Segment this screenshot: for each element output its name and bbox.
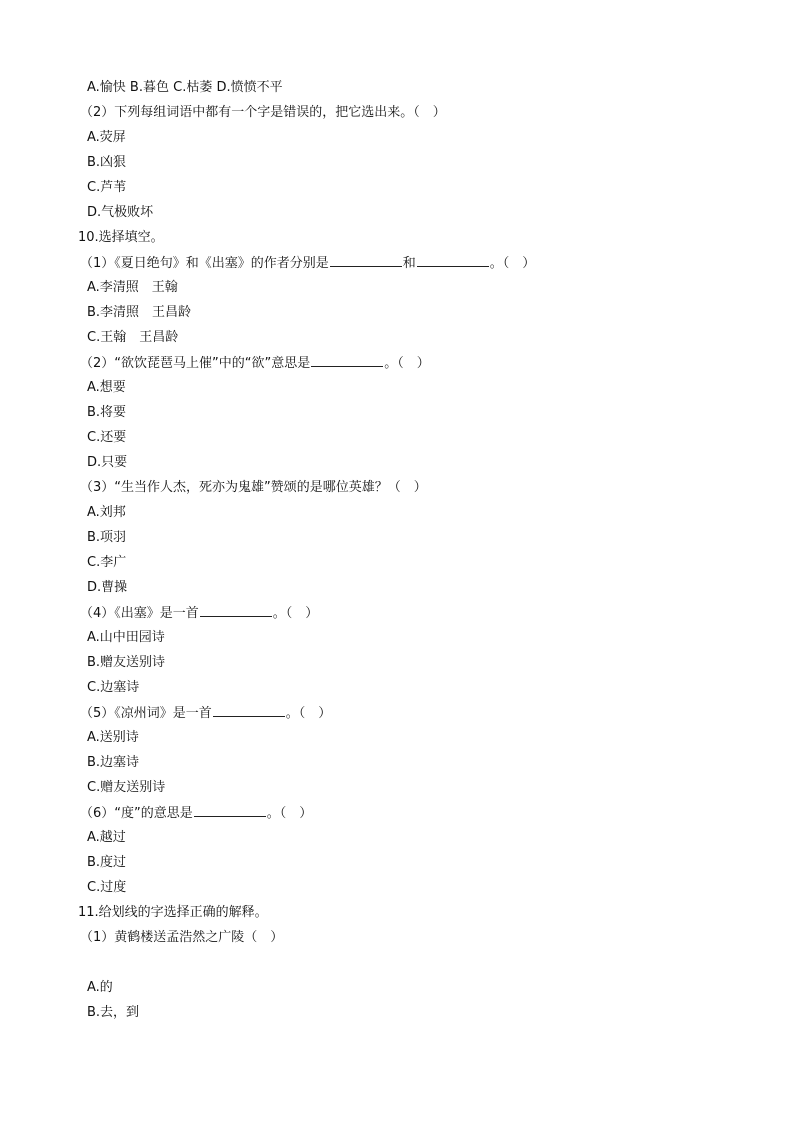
q10-5-text-b: 。（ ） xyxy=(285,706,332,721)
q10-2-option-a: A.想要 xyxy=(87,380,126,395)
q11-1-option-a: A.的 xyxy=(87,980,113,995)
q10-1-text-a: （1）《夏日绝句》和《出塞》的作者分别是 xyxy=(80,256,329,271)
q10-2-option-b: B.将要 xyxy=(87,405,127,420)
q10-6-text-a: （6）“度”的意思是 xyxy=(80,806,193,821)
q9-2-option-c: C.芦苇 xyxy=(87,180,127,195)
q10-1-prompt xyxy=(80,253,535,273)
q11-1-option-b: B.去，到 xyxy=(87,1005,140,1020)
q9-2-option-a: A.荧屏 xyxy=(87,130,126,145)
q9-2-prompt: （2）下列每组词语中都有一个字是错误的，把它选出来。（ ） xyxy=(80,105,446,120)
q10-3-option-c: C.李广 xyxy=(87,555,127,570)
q10-2-option-c: C.还要 xyxy=(87,430,127,445)
q10-3-prompt: （3）“生当作人杰，死亦为鬼雄”赞颂的是哪位英雄？（ ） xyxy=(80,480,427,495)
q11-heading: 11.给划线的字选择正确的解释。 xyxy=(78,905,268,920)
answer-blank[interactable] xyxy=(200,603,272,617)
q10-heading: 10.选择填空。 xyxy=(78,230,164,245)
q10-4-text-a: （4）《出塞》是一首 xyxy=(80,606,199,621)
q10-6-text-b: 。（ ） xyxy=(266,806,313,821)
q10-6-prompt xyxy=(80,803,312,823)
q10-4-option-a: A.山中田园诗 xyxy=(87,630,165,645)
q10-3-option-b: B.项羽 xyxy=(87,530,127,545)
q10-4-text-b: 。（ ） xyxy=(272,606,319,621)
q10-1-text-b: 和 xyxy=(402,256,416,271)
q10-2-text-b: 。（ ） xyxy=(384,356,430,371)
q10-5-text-a: （5）《凉州词》是一首 xyxy=(80,706,212,721)
q10-3-option-a: A.刘邦 xyxy=(87,505,126,520)
q10-6-option-a: A.越过 xyxy=(87,830,126,845)
q10-4-option-b: B.赠友送别诗 xyxy=(87,655,166,670)
q10-2-option-d: D.只要 xyxy=(87,455,128,470)
q11-1-prompt: （1）黄鹤楼送孟浩然之广陵（ ） xyxy=(80,930,284,945)
q10-1-option-b: B.李清照 王昌龄 xyxy=(87,305,192,320)
q9-1-options: A.愉快 B.暮色 C.枯萎 D.愤愤不平 xyxy=(87,80,283,95)
answer-blank[interactable] xyxy=(194,803,266,817)
q10-2-prompt xyxy=(80,353,430,373)
q10-6-option-c: C.过度 xyxy=(87,880,127,895)
q10-5-option-c: C.赠友送别诗 xyxy=(87,780,166,795)
q10-4-option-c: C.边塞诗 xyxy=(87,680,140,695)
q10-4-prompt xyxy=(80,603,318,623)
q10-6-option-b: B.度过 xyxy=(87,855,127,870)
q9-2-option-d: D.气极败坏 xyxy=(87,205,154,220)
answer-blank[interactable] xyxy=(311,353,383,367)
q10-1-option-c: C.王翰 王昌龄 xyxy=(87,330,179,345)
answer-blank[interactable] xyxy=(213,703,285,717)
q10-5-prompt xyxy=(80,703,331,723)
q10-2-text-a: （2）“欲饮琵琶马上催”中的“欲”意思是 xyxy=(80,356,311,371)
q10-5-option-a: A.送别诗 xyxy=(87,730,139,745)
q10-3-option-d: D.曹操 xyxy=(87,580,128,595)
q10-1-text-c: 。（ ） xyxy=(489,256,536,271)
q9-2-option-b: B.凶狠 xyxy=(87,155,127,170)
q10-1-option-a: A.李清照 王翰 xyxy=(87,280,178,295)
answer-blank[interactable] xyxy=(330,253,402,267)
answer-blank[interactable] xyxy=(417,253,489,267)
q10-5-option-b: B.边塞诗 xyxy=(87,755,140,770)
